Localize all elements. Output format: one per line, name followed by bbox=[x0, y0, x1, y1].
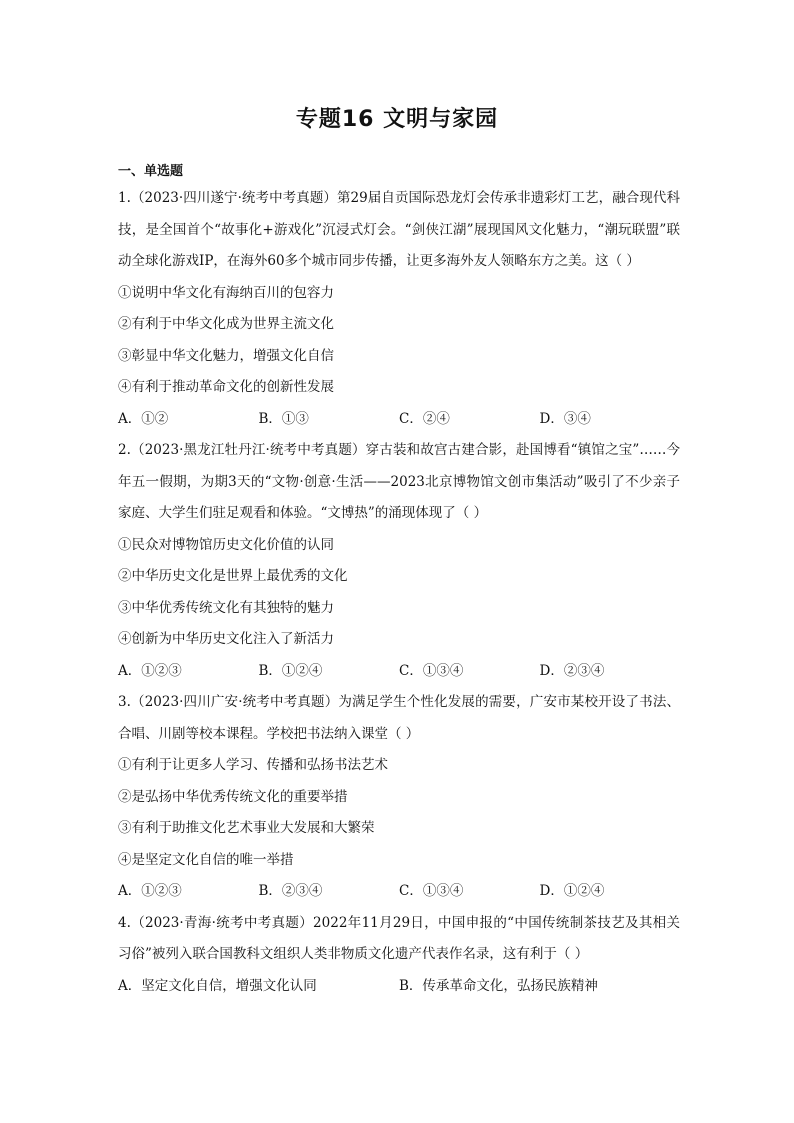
question-1 bbox=[118, 183, 680, 435]
question-stem: 2.（2023·黑龙江牡丹江·统考中考真题）穿古装和故宫古建合影，赴国博看“镇馆之宝”……今年五一假期，为期3天的“文物·创意·生活——2023北京博物馆文创市集活动”吸引了不少亲子家庭、大学生们驻足观看和体验。“文博热”的涌现体现了（ ） bbox=[118, 442, 680, 521]
answer-choices bbox=[118, 971, 680, 1003]
choice-d: D．①②④ bbox=[539, 883, 605, 899]
choice-c: C．①③④ bbox=[399, 662, 464, 679]
choice-a: A．①②③ bbox=[118, 883, 182, 899]
statement: ①民众对博物馆历史文化价值的认同 bbox=[118, 536, 334, 553]
choice-b: B．①②④ bbox=[258, 662, 323, 679]
answer-choices bbox=[118, 876, 680, 908]
statement: ③有利于助推文化艺术事业大发展和大繁荣 bbox=[118, 820, 375, 836]
answer-choices bbox=[118, 404, 680, 436]
choice-c: C．①③④ bbox=[399, 883, 464, 899]
question-list bbox=[118, 183, 680, 1002]
section-heading: 一、单选题 bbox=[118, 164, 184, 179]
question-stem: 1.（2023·四川遂宁·统考中考真题）第29届自贡国际恐龙灯会传承非遗彩灯工艺，融合现代科技，是全国首个“故事化+游戏化”沉浸式灯会。“剑侠江湖”展现国风文化魅力，“潮玩联盟”联动全球化游戏IP，在海外60多个城市同步传播，让更多海外友人领略东方之美。这（ ） bbox=[118, 190, 680, 269]
question-stem: 4.（2023·青海·统考中考真题）2022年11月29日，中国申报的“中国传统制茶技艺及其相关习俗”被列入联合国教科文组织人类非物质文化遗产代表作名录，这有利于（ ） bbox=[118, 914, 680, 962]
choice-d: D．③④ bbox=[539, 410, 591, 427]
choice-d: D．②③④ bbox=[539, 662, 605, 679]
page-title: 专题16 文明与家园 bbox=[295, 107, 499, 132]
choice-a: A．①②③ bbox=[118, 662, 182, 679]
choice-b: B．①③ bbox=[258, 410, 309, 427]
statement: ④有利于推动革命文化的创新性发展 bbox=[118, 379, 334, 395]
question-stem: 3.（2023·四川广安·统考中考真题）为满足学生个性化发展的需要，广安市某校开设了书法、合唱、川剧等校本课程。学校把书法纳入课堂（ ） bbox=[118, 694, 680, 742]
statement: ③彰显中华文化魅力，增强文化自信 bbox=[118, 347, 334, 364]
choice-b: B．传承革命文化，弘扬民族精神 bbox=[399, 977, 598, 994]
question-3 bbox=[118, 687, 680, 908]
choice-a: A．①② bbox=[118, 410, 169, 427]
question-4 bbox=[118, 908, 680, 1003]
statement: ②是弘扬中华优秀传统文化的重要举措 bbox=[118, 788, 348, 805]
statement: ②有利于中华文化成为世界主流文化 bbox=[118, 316, 334, 332]
statement: ①说明中华文化有海纳百川的包容力 bbox=[118, 284, 334, 301]
statement: ①有利于让更多人学习、传播和弘扬书法艺术 bbox=[118, 757, 388, 773]
choice-b: B．②③④ bbox=[258, 883, 323, 899]
statement: ④创新为中华历史文化注入了新活力 bbox=[118, 631, 334, 647]
statement: ④是坚定文化自信的唯一举措 bbox=[118, 851, 294, 868]
statement: ②中华历史文化是世界上最优秀的文化 bbox=[118, 568, 348, 584]
question-2 bbox=[118, 435, 680, 687]
choice-c: C．②④ bbox=[399, 410, 450, 427]
choice-a: A．坚定文化自信，增强文化认同 bbox=[118, 977, 317, 994]
answer-choices bbox=[118, 656, 680, 688]
statement: ③中华优秀传统文化有其独特的魅力 bbox=[118, 599, 334, 616]
